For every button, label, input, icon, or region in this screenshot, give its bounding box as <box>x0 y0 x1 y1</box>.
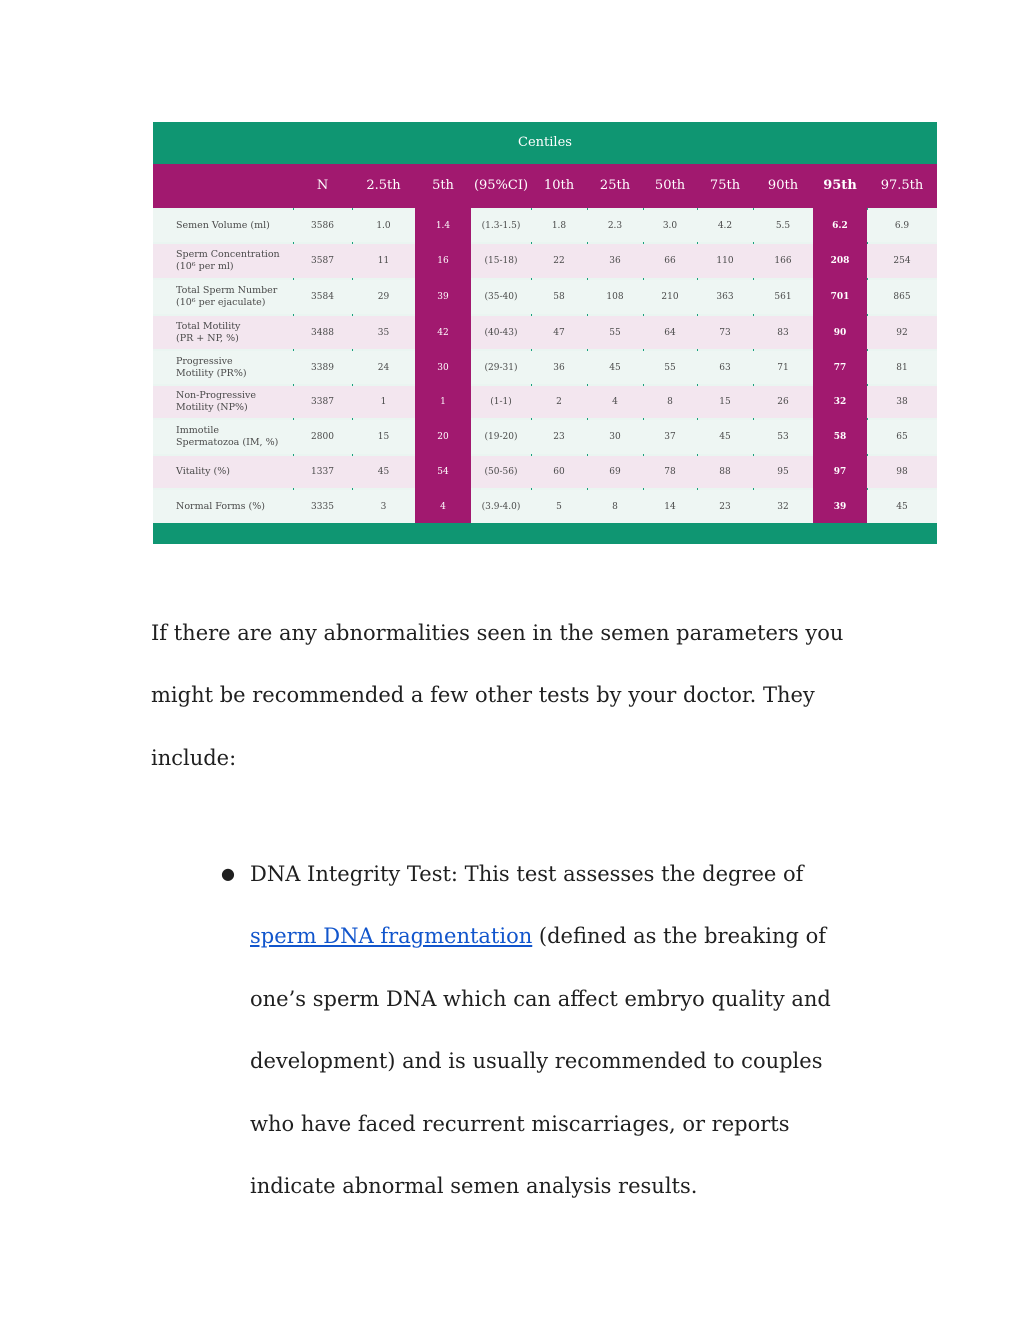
table-cell: 865 <box>893 292 911 302</box>
table-cell: 24 <box>377 362 390 373</box>
table-cell: 210 <box>661 292 679 302</box>
table-cell: 8 <box>612 501 618 512</box>
parameter-label: Immotile Spermatozoa (IM, %) <box>176 425 279 448</box>
table-cell: 54 <box>415 456 471 488</box>
table-cell: 110 <box>716 256 734 266</box>
table-cell: 1 <box>380 397 387 407</box>
table-cell: 92 <box>896 327 908 338</box>
parameter-label: Sperm Concentration (10⁶ per ml) <box>176 249 280 272</box>
table-cell: 98 <box>896 467 908 477</box>
table-row <box>153 316 937 349</box>
table-cell: 6.9 <box>894 221 910 231</box>
table-cell: 6.2 <box>813 210 867 242</box>
sperm-dna-fragmentation-link[interactable]: sperm DNA fragmentation <box>250 924 533 948</box>
table-cell: (15-18) <box>484 256 518 266</box>
table-cell: 39 <box>813 490 867 523</box>
column-header: 75th <box>709 178 741 193</box>
bullet-line-2 <box>250 905 890 968</box>
table-cell: 2 <box>556 397 562 407</box>
table-cell: 1337 <box>311 467 334 477</box>
table-cell: (1-1) <box>490 397 512 407</box>
table-cell: (40-43) <box>484 327 518 338</box>
bullet-line-4: development) and is usually recommended to couples <box>250 1049 823 1073</box>
table-cell: (29-31) <box>484 362 518 373</box>
table-cell: 63 <box>719 362 731 373</box>
table-cell: 4 <box>415 490 471 523</box>
table-cell: 166 <box>774 256 792 266</box>
paragraph-line-2: might be recommended a few other tests by your doctor. They <box>151 683 815 707</box>
table-cell: 254 <box>893 256 911 266</box>
column-header: 10th <box>543 178 575 193</box>
table-cell: 88 <box>719 467 731 477</box>
table-cell: (1.3-1.5) <box>481 221 521 231</box>
table-cell: 3584 <box>311 292 334 302</box>
table-row <box>153 456 937 488</box>
table-cell: 20 <box>415 420 471 454</box>
table-cell: 11 <box>377 256 390 266</box>
table-cell: 65 <box>896 432 908 442</box>
table-cell: 81 <box>896 362 908 373</box>
table-cell: 2.3 <box>607 221 623 231</box>
table-cell: 36 <box>553 362 565 373</box>
table-header-row <box>153 164 937 208</box>
table-row <box>153 490 937 523</box>
table-row <box>153 420 937 454</box>
table-cell: 561 <box>774 292 792 302</box>
table-cell: 3.0 <box>662 221 678 231</box>
table-cell: 55 <box>609 327 621 338</box>
table-cell: 3 <box>380 501 387 512</box>
table-cell: 30 <box>415 351 471 384</box>
table-cell: 37 <box>664 432 676 442</box>
table-cell: 45 <box>719 432 731 442</box>
bullet-line-6: indicate abnormal semen analysis results. <box>250 1174 698 1198</box>
bullet-line-1: DNA Integrity Test: This test assesses the degree of <box>250 862 804 886</box>
table-cell: 4.2 <box>717 221 733 231</box>
parameter-label: Progressive Motility (PR%) <box>176 355 247 379</box>
table-cell: 42 <box>415 316 471 349</box>
table-cell: 35 <box>377 327 390 338</box>
table-row <box>153 280 937 314</box>
column-header: (95%CI) <box>473 178 529 193</box>
table-cell: 95 <box>777 467 789 477</box>
table-cell: 97 <box>813 456 867 488</box>
table-cell: 3387 <box>311 397 334 407</box>
table-cell: 208 <box>813 244 867 278</box>
table-cell: 26 <box>777 397 789 407</box>
table-cell: 45 <box>896 501 908 512</box>
column-header: 90th <box>767 178 799 193</box>
table-cell: 22 <box>553 256 565 266</box>
parameter-label: Vitality (%) <box>176 466 230 477</box>
table-row <box>153 351 937 384</box>
table-cell: 3389 <box>311 362 334 373</box>
table-cell: 38 <box>896 397 908 407</box>
table-cell: (3.9-4.0) <box>481 501 521 512</box>
table-cell: 3488 <box>311 327 334 338</box>
table-cell: 701 <box>813 280 867 314</box>
table-cell: 2800 <box>311 432 334 442</box>
table-cell: 69 <box>609 467 621 477</box>
table-cell: 90 <box>813 316 867 349</box>
bullet-line-2-rest: (defined as the breaking of <box>532 924 827 948</box>
column-header: N <box>316 178 329 193</box>
table-cell: 1 <box>415 386 471 418</box>
table-cell: 39 <box>415 280 471 314</box>
table-cell: (35-40) <box>484 292 518 302</box>
table-cell: 5.5 <box>775 221 791 231</box>
table-cell: 5 <box>556 501 562 512</box>
table-cell: 78 <box>664 467 676 477</box>
table-cell: 108 <box>606 292 624 302</box>
table-cell: 1.8 <box>551 221 567 231</box>
column-header: 25th <box>599 178 631 193</box>
parameter-label: Normal Forms (%) <box>176 500 265 512</box>
parameter-label: Semen Volume (ml) <box>176 220 270 231</box>
table-cell: 47 <box>553 327 565 338</box>
table-cell: 73 <box>719 327 731 338</box>
table-cell: 45 <box>377 467 390 477</box>
parameter-label: Total Sperm Number (10⁶ per ejaculate) <box>176 285 278 308</box>
column-header: 50th <box>654 178 686 193</box>
paragraph-line-3: include: <box>151 746 237 770</box>
table-cell: 29 <box>377 292 390 302</box>
parameter-label: Total Motility (PR + NP, %) <box>176 320 241 344</box>
table-cell: 36 <box>609 256 621 266</box>
table-row <box>153 244 937 278</box>
table-cell: 3335 <box>311 501 334 512</box>
table-cell: 15 <box>719 397 731 407</box>
table-cell: 45 <box>609 362 621 373</box>
table-row <box>153 386 937 418</box>
table-cell: 14 <box>664 501 676 512</box>
bullet-line-5: who have faced recurrent miscarriages, or reports <box>250 1112 790 1136</box>
table-cell: 3586 <box>311 221 334 231</box>
table-cell: 77 <box>813 351 867 384</box>
table-cell: 66 <box>664 256 676 266</box>
table-cell: 60 <box>553 467 565 477</box>
table-cell: 71 <box>777 362 789 373</box>
bullet-line-3: one’s sperm DNA which can affect embryo quality and <box>250 987 831 1011</box>
table-cell: 58 <box>553 292 565 302</box>
bullet-dot: ● <box>221 864 235 883</box>
table-cell: (19-20) <box>484 432 518 442</box>
table-cell: 53 <box>777 432 789 442</box>
centiles-table-image <box>153 122 937 544</box>
table-cell: 23 <box>719 501 731 512</box>
table-cell: 363 <box>716 292 734 302</box>
table-cell: 3587 <box>311 256 334 266</box>
table-cell: 4 <box>612 397 618 407</box>
table-cell: 64 <box>664 327 676 338</box>
table-cell: 32 <box>777 501 789 512</box>
table-cell: 16 <box>415 244 471 278</box>
table-cell: 32 <box>813 386 867 418</box>
column-header: 5th <box>432 178 454 193</box>
parameter-label: Non-Progressive Motility (NP%) <box>176 390 257 413</box>
table-cell: 83 <box>777 327 789 338</box>
table-footer-bar <box>153 523 937 544</box>
table-cell: 55 <box>664 362 676 373</box>
column-header: 97.5th <box>880 178 924 193</box>
column-header: 2.5th <box>366 178 401 193</box>
table-cell: (50-56) <box>484 467 518 477</box>
paragraph-line-1: If there are any abnormalities seen in the semen parameters you <box>151 621 844 645</box>
table-title: Centiles <box>153 122 937 164</box>
table-cell: 30 <box>609 432 621 442</box>
table-cell: 58 <box>813 420 867 454</box>
table-cell: 1.4 <box>415 210 471 242</box>
column-header: 95th <box>823 178 857 193</box>
table-cell: 15 <box>377 432 390 442</box>
table-cell: 1.0 <box>376 221 391 231</box>
table-cell: 8 <box>667 397 673 407</box>
table-row <box>153 210 937 242</box>
table-cell: 23 <box>553 432 565 442</box>
